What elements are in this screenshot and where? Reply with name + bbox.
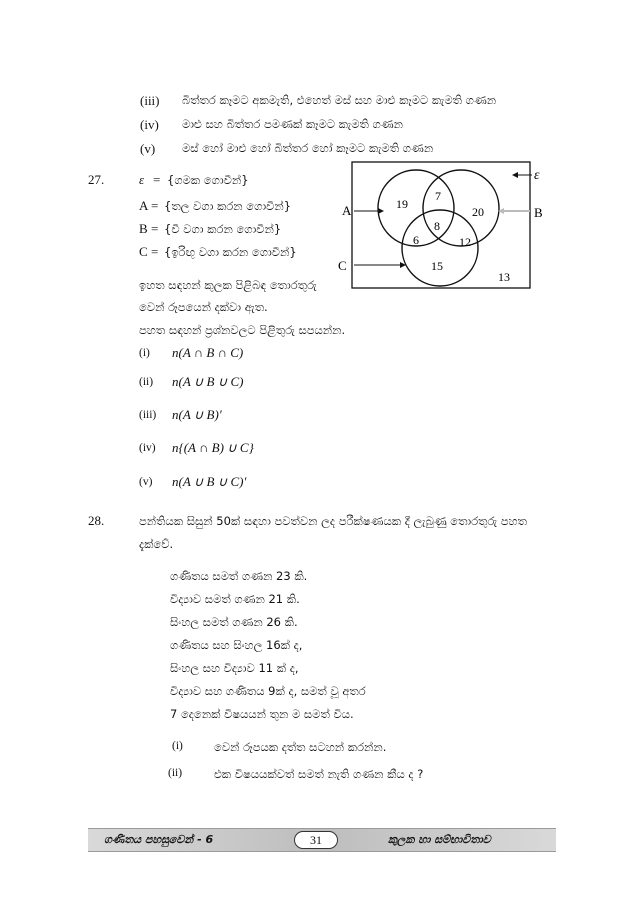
- region-a-and-c: 6: [413, 233, 419, 247]
- set-a-text: {තල වගා කරන ගොවීන්}: [164, 199, 292, 213]
- q26-part-num: (iii): [140, 93, 160, 108]
- region-a-only: 19: [396, 197, 408, 211]
- region-a-b-c: 8: [434, 219, 440, 233]
- q27-part-num: (i): [139, 347, 150, 359]
- venn-label-e: ε: [534, 168, 540, 183]
- q28-fact: සිංහල සහ විද්‍යාව 11 ක් ද,: [170, 661, 299, 675]
- q28-fact: සිංහල සමත් ගණන 26 කි.: [170, 615, 298, 629]
- q28-part-text: වෙන් රූපයක දත්ත සටහන් කරන්න.: [214, 740, 387, 754]
- set-c-name: C: [139, 244, 148, 259]
- q28-fact: 7 දෙනෙක් විෂයයන් තුන ම සමත් විය.: [170, 707, 354, 721]
- q26-part-num: (iv): [140, 117, 159, 132]
- q26-part-text: මාළු සහ බිත්තර පමණක් කෑමට කැමති ගණන: [182, 117, 403, 131]
- q27-part-expr: n(A ∪ B)′: [172, 407, 222, 422]
- region-outside: 13: [498, 270, 510, 284]
- q27-part-expr: n(A ∪ B ∪ C): [172, 374, 244, 389]
- q26-part-num: (v): [140, 141, 156, 156]
- venn-label-c: C: [338, 258, 347, 273]
- region-a-and-b: 7: [435, 189, 441, 203]
- q27-number: 27.: [88, 172, 105, 187]
- venn-label-a: A: [342, 203, 352, 218]
- arrowhead-e: [512, 172, 518, 178]
- q28-part-num: (ii): [168, 767, 183, 779]
- q27-intro-line: පහත සඳහන් ප්‍රශ්නවලට පිළිතුරු සපයන්න.: [139, 323, 346, 337]
- q27-part-expr: n(A ∩ B ∩ C): [172, 345, 244, 360]
- set-b-text: {වී වගා කරන ගොවීන්}: [164, 222, 282, 236]
- page-number: 31: [294, 831, 338, 849]
- q27-part-num: (v): [139, 476, 153, 488]
- q28-fact: විද්‍යාව සමත් ගණන 21 කි.: [170, 592, 300, 606]
- universal-set-eq: =: [153, 172, 161, 187]
- q28-intro-line: පන්තියක සිසුන් 50ක් සඳහා පවත්වන ලද පරීක්ෂණයක දී ලැබුණු තොරතුරු පහත: [139, 514, 527, 528]
- footer-chapter-title: කුලක හා සම්භාවිතාව: [388, 833, 491, 846]
- q26-part-text: මස් හෝ මාළු හෝ බිත්තර හෝ කෑමට කැමති ගණන: [182, 141, 434, 155]
- set-b-eq: =: [151, 221, 159, 236]
- region-c-only: 15: [431, 259, 443, 273]
- q28-fact: ගණිතය සහ සිංහල 16ක් ද,: [170, 638, 303, 652]
- universal-set-symbol: ε: [139, 172, 145, 187]
- q27-intro-line: වෙන් රූපයෙන් දක්වා ඇත.: [139, 300, 268, 314]
- q27-intro-line: ඉහත සඳහන් කුලක පිළිබඳ තොරතුරු: [139, 278, 317, 292]
- q27-part-num: (iv): [139, 442, 156, 454]
- universal-set-text: {ගමක ගොවීන්}: [167, 173, 249, 187]
- q27-part-num: (iii): [139, 409, 157, 421]
- set-a-eq: =: [151, 198, 159, 213]
- q27-part-num: (ii): [139, 376, 154, 388]
- q27-part-expr: n(A ∪ B ∪ C)′: [172, 474, 247, 489]
- q28-fact: විද්‍යාව සහ ගණිතය 9ක් ද, සමත් වූ අතර: [170, 684, 366, 698]
- q28-part-text: එක විෂයයක්වත් සමත් නැති ගණන කීය ද ?: [214, 767, 424, 781]
- set-a-name: A: [139, 198, 149, 213]
- region-b-only: 20: [472, 205, 484, 219]
- q27-part-expr: n{(A ∩ B) ∪ C}: [172, 440, 254, 455]
- q26-part-text: බිත්තර කෑමට අකමැති, එහෙත් මස් සහ මාළු කෑමට කැමති ගණන: [182, 93, 497, 107]
- arrowhead-a: [378, 208, 384, 214]
- set-b-name: B: [139, 221, 148, 236]
- footer-book-title: ගණිතය පහසුවෙන් - 6: [104, 833, 214, 846]
- set-c-eq: =: [151, 244, 159, 259]
- q28-intro-line: දැක්වේ.: [139, 537, 174, 551]
- set-c-text: {ඉරිඟු වගා කරන ගොවීන්}: [164, 245, 297, 259]
- region-b-and-c: 12: [459, 235, 471, 249]
- q28-number: 28.: [88, 513, 105, 528]
- q28-part-num: (i): [172, 740, 183, 752]
- q28-fact: ගණිතය සමත් ගණන 23 කි.: [170, 569, 308, 583]
- venn-label-b: B: [534, 205, 543, 220]
- venn-diagram: [330, 160, 555, 295]
